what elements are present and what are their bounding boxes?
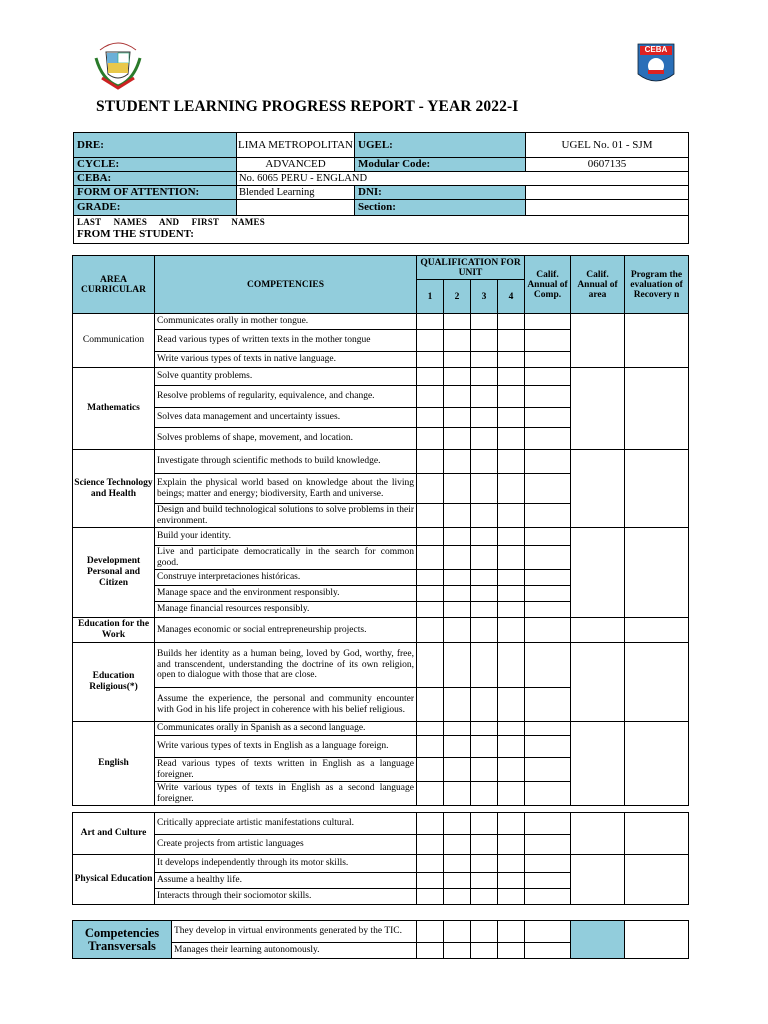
grade-label: GRADE:	[74, 200, 237, 216]
competency-row	[73, 921, 689, 943]
annual-area-cell[interactable]	[571, 528, 625, 618]
competency-text: Write various types of texts in native language.	[155, 352, 417, 368]
competency-text: Read various types of texts written in English as a language foreigner.	[155, 758, 417, 782]
unit-grade-cell-1[interactable]	[417, 873, 444, 889]
annual-comp-cell[interactable]	[525, 428, 571, 450]
competency-text: Build your identity.	[155, 528, 417, 546]
unit-grade-cell-1[interactable]	[417, 314, 444, 330]
competency-text: Manages their learning autonomously.	[172, 943, 417, 959]
cycle-value: ADVANCED	[237, 158, 355, 172]
unit-grade-cell-2[interactable]	[444, 474, 471, 504]
annual-comp-cell[interactable]	[525, 546, 571, 570]
unit-grade-cell-2[interactable]	[444, 504, 471, 528]
annual-comp-cell[interactable]	[525, 643, 571, 688]
annual-comp-cell[interactable]	[525, 921, 571, 943]
unit-grade-cell-4[interactable]	[498, 602, 525, 618]
competency-text: Interacts through their sociomotor skills.	[155, 889, 417, 905]
annual-comp-cell[interactable]	[525, 873, 571, 889]
unit-grade-cell-2[interactable]	[444, 586, 471, 602]
unit-grade-cell-4[interactable]	[498, 586, 525, 602]
arts-pe-table	[72, 812, 689, 905]
annual-comp-cell[interactable]	[525, 758, 571, 782]
unit-grade-cell-1[interactable]	[417, 428, 444, 450]
unit-grade-cell-1[interactable]	[417, 330, 444, 352]
unit-grade-cell-3[interactable]	[471, 782, 498, 806]
annual-comp-cell[interactable]	[525, 314, 571, 330]
student-info-table	[73, 132, 689, 244]
unit-grade-cell-4[interactable]	[498, 855, 525, 873]
competency-text: Read various types of written texts in the mother tongue	[155, 330, 417, 352]
unit-grade-cell-4[interactable]	[498, 943, 525, 959]
annual-comp-cell[interactable]	[525, 835, 571, 855]
annual-area-cell[interactable]	[571, 314, 625, 368]
unit-grade-cell-4[interactable]	[498, 528, 525, 546]
annual-area-cell[interactable]	[571, 450, 625, 528]
unit-grade-cell-1[interactable]	[417, 643, 444, 688]
unit-grade-cell-1[interactable]	[417, 546, 444, 570]
unit-grade-cell-2[interactable]	[444, 758, 471, 782]
competencies-header: COMPETENCIES	[155, 256, 417, 314]
unit-header-4: 4	[498, 280, 525, 314]
unit-grade-cell-2[interactable]	[444, 450, 471, 474]
competency-row	[73, 314, 689, 330]
competency-row	[73, 618, 689, 643]
ugel-value: UGEL No. 01 - SJM	[526, 133, 689, 158]
area-name: Art and Culture	[73, 813, 155, 855]
unit-grade-cell-2[interactable]	[444, 352, 471, 368]
competency-text: Builds her identity as a human being, loved by God, worthy, free, and transcendent, understanding the doctrine of its own religion, open to dialogue with those that are close.	[155, 643, 417, 688]
unit-grade-cell-3[interactable]	[471, 314, 498, 330]
unit-grade-cell-1[interactable]	[417, 450, 444, 474]
page-title: STUDENT LEARNING PROGRESS REPORT - YEAR 2022-I	[96, 98, 519, 115]
peru-coat-of-arms-logo	[92, 38, 144, 90]
annual-comp-cell[interactable]	[525, 408, 571, 428]
unit-grade-cell-3[interactable]	[471, 889, 498, 905]
unit-grade-cell-1[interactable]	[417, 722, 444, 736]
competency-row	[73, 450, 689, 474]
unit-grade-cell-4[interactable]	[498, 889, 525, 905]
area-name: Communication	[73, 314, 155, 368]
unit-grade-cell-3[interactable]	[471, 408, 498, 428]
unit-header-2: 2	[444, 280, 471, 314]
ceba-value: No. 6065 PERU - ENGLAND	[237, 172, 689, 186]
unit-grade-cell-4[interactable]	[498, 618, 525, 643]
dni-label: DNI:	[355, 186, 526, 200]
area-name: Education Religious(*)	[73, 643, 155, 722]
annual-comp-cell[interactable]	[525, 570, 571, 586]
unit-grade-cell-4[interactable]	[498, 570, 525, 586]
competency-row	[73, 722, 689, 736]
area-name: Education for the Work	[73, 618, 155, 643]
unit-grade-cell-3[interactable]	[471, 386, 498, 408]
unit-grade-cell-2[interactable]	[444, 368, 471, 386]
unit-grade-cell-1[interactable]	[417, 408, 444, 428]
unit-grade-cell-2[interactable]	[444, 782, 471, 806]
unit-grade-cell-1[interactable]	[417, 813, 444, 835]
ceba-label: CEBA:	[74, 172, 237, 186]
unit-grade-cell-1[interactable]	[417, 352, 444, 368]
recovery-header: Program the evaluation of Recovery n	[625, 256, 689, 314]
area-name: Science Technology and Health	[73, 450, 155, 528]
annual-comp-cell[interactable]	[525, 688, 571, 722]
competency-text: It develops independently through its motor skills.	[155, 855, 417, 873]
annual-comp-cell[interactable]	[525, 813, 571, 835]
unit-grade-cell-4[interactable]	[498, 643, 525, 688]
form-of-attention-label: FORM OF ATTENTION:	[74, 186, 237, 200]
unit-grade-cell-3[interactable]	[471, 570, 498, 586]
unit-grade-cell-2[interactable]	[444, 722, 471, 736]
recovery-cell[interactable]	[625, 921, 689, 959]
unit-grade-cell-4[interactable]	[498, 722, 525, 736]
area-name: English	[73, 722, 155, 806]
unit-grade-cell-3[interactable]	[471, 474, 498, 504]
annual-comp-cell[interactable]	[525, 943, 571, 959]
annual-area-cell[interactable]	[571, 722, 625, 806]
unit-grade-cell-1[interactable]	[417, 602, 444, 618]
competency-text: Explain the physical world based on knowledge about the living beings; matter and energy; biodiversity, Earth and universe.	[155, 474, 417, 504]
unit-grade-cell-3[interactable]	[471, 813, 498, 835]
unit-grade-cell-4[interactable]	[498, 474, 525, 504]
competency-text: Communicates orally in mother tongue.	[155, 314, 417, 330]
unit-grade-cell-2[interactable]	[444, 330, 471, 352]
unit-grade-cell-3[interactable]	[471, 602, 498, 618]
unit-grade-cell-3[interactable]	[471, 943, 498, 959]
competency-text: Assume a healthy life.	[155, 873, 417, 889]
modular-code-label: Modular Code:	[355, 158, 526, 172]
qualification-header: QUALIFICATION FOR UNIT	[417, 256, 525, 280]
annual-comp-cell[interactable]	[525, 782, 571, 806]
unit-grade-cell-3[interactable]	[471, 643, 498, 688]
unit-grade-cell-2[interactable]	[444, 528, 471, 546]
unit-grade-cell-2[interactable]	[444, 618, 471, 643]
unit-grade-cell-2[interactable]	[444, 570, 471, 586]
unit-grade-cell-4[interactable]	[498, 504, 525, 528]
competency-text: Manages economic or social entrepreneurship projects.	[155, 618, 417, 643]
unit-grade-cell-1[interactable]	[417, 504, 444, 528]
unit-grade-cell-1[interactable]	[417, 586, 444, 602]
student-name-row[interactable]	[74, 216, 689, 244]
competency-row	[73, 528, 689, 546]
unit-grade-cell-3[interactable]	[471, 504, 498, 528]
unit-grade-cell-1[interactable]	[417, 889, 444, 905]
unit-grade-cell-2[interactable]	[444, 813, 471, 835]
unit-grade-cell-1[interactable]	[417, 782, 444, 806]
unit-grade-cell-1[interactable]	[417, 688, 444, 722]
unit-grade-cell-3[interactable]	[471, 528, 498, 546]
competency-text: Critically appreciate artistic manifestations cultural.	[155, 813, 417, 835]
unit-grade-cell-3[interactable]	[471, 450, 498, 474]
unit-grade-cell-2[interactable]	[444, 921, 471, 943]
annual-comp-cell[interactable]	[525, 889, 571, 905]
unit-grade-cell-2[interactable]	[444, 314, 471, 330]
annual-comp-cell[interactable]	[525, 330, 571, 352]
unit-grade-cell-1[interactable]	[417, 855, 444, 873]
section-label: Section:	[355, 200, 526, 216]
annual-area-cell[interactable]	[571, 368, 625, 450]
ceba-shield-logo	[636, 40, 676, 88]
annual-area-header: Calif. Annual of area	[571, 256, 625, 314]
unit-header-1: 1	[417, 280, 444, 314]
unit-grade-cell-1[interactable]	[417, 618, 444, 643]
unit-grade-cell-1[interactable]	[417, 368, 444, 386]
competency-row	[73, 855, 689, 873]
competency-text: Write various types of texts in English as a language foreign.	[155, 736, 417, 758]
unit-grade-cell-3[interactable]	[471, 586, 498, 602]
unit-grade-cell-4[interactable]	[498, 428, 525, 450]
competency-row	[73, 643, 689, 688]
cycle-label: CYCLE:	[74, 158, 237, 172]
annual-comp-cell[interactable]	[525, 618, 571, 643]
dre-value: LIMA METROPOLITAN	[237, 133, 355, 158]
unit-grade-cell-4[interactable]	[498, 330, 525, 352]
competency-text: Investigate through scientific methods to build knowledge.	[155, 450, 417, 474]
competencies-table	[72, 255, 689, 806]
annual-comp-cell[interactable]	[525, 368, 571, 386]
competency-text: Solves problems of shape, movement, and location.	[155, 428, 417, 450]
annual-area-cell[interactable]	[571, 921, 625, 959]
unit-grade-cell-4[interactable]	[498, 450, 525, 474]
recovery-cell[interactable]	[625, 722, 689, 806]
unit-grade-cell-3[interactable]	[471, 330, 498, 352]
annual-comp-cell[interactable]	[525, 386, 571, 408]
unit-grade-cell-1[interactable]	[417, 943, 444, 959]
annual-comp-cell[interactable]	[525, 528, 571, 546]
unit-grade-cell-2[interactable]	[444, 835, 471, 855]
recovery-cell[interactable]	[625, 855, 689, 905]
competency-text: Manage financial resources responsibly.	[155, 602, 417, 618]
area-name: Competencies Transversals	[73, 921, 172, 959]
unit-grade-cell-4[interactable]	[498, 921, 525, 943]
competency-text: Create projects from artistic languages	[155, 835, 417, 855]
unit-grade-cell-1[interactable]	[417, 528, 444, 546]
annual-comp-cell[interactable]	[525, 474, 571, 504]
recovery-cell[interactable]	[625, 618, 689, 643]
competency-row	[73, 813, 689, 835]
unit-grade-cell-3[interactable]	[471, 368, 498, 386]
competency-text: Solve quantity problems.	[155, 368, 417, 386]
unit-grade-cell-4[interactable]	[498, 314, 525, 330]
recovery-cell[interactable]	[625, 450, 689, 528]
unit-grade-cell-2[interactable]	[444, 736, 471, 758]
competency-text: Manage space and the environment responsibly.	[155, 586, 417, 602]
unit-grade-cell-3[interactable]	[471, 873, 498, 889]
unit-grade-cell-2[interactable]	[444, 889, 471, 905]
unit-grade-cell-3[interactable]	[471, 618, 498, 643]
unit-grade-cell-2[interactable]	[444, 428, 471, 450]
competency-text: Design and build technological solutions to solve problems in their environment.	[155, 504, 417, 528]
unit-grade-cell-2[interactable]	[444, 408, 471, 428]
competency-text: Communicates orally in Spanish as a second language.	[155, 722, 417, 736]
unit-grade-cell-1[interactable]	[417, 736, 444, 758]
unit-header-3: 3	[471, 280, 498, 314]
annual-comp-cell[interactable]	[525, 504, 571, 528]
recovery-cell[interactable]	[625, 528, 689, 618]
form-of-attention-value: Blended Learning	[237, 186, 355, 200]
unit-grade-cell-3[interactable]	[471, 352, 498, 368]
area-name: Development Personal and Citizen	[73, 528, 155, 618]
unit-grade-cell-4[interactable]	[498, 873, 525, 889]
unit-grade-cell-2[interactable]	[444, 688, 471, 722]
unit-grade-cell-1[interactable]	[417, 835, 444, 855]
unit-grade-cell-3[interactable]	[471, 758, 498, 782]
unit-grade-cell-4[interactable]	[498, 736, 525, 758]
unit-grade-cell-3[interactable]	[471, 835, 498, 855]
unit-grade-cell-3[interactable]	[471, 428, 498, 450]
recovery-cell[interactable]	[625, 813, 689, 855]
area-name: Mathematics	[73, 368, 155, 450]
competency-text: Live and participate democratically in the search for common good.	[155, 546, 417, 570]
ugel-label: UGEL:	[355, 133, 526, 158]
annual-comp-cell[interactable]	[525, 602, 571, 618]
unit-grade-cell-3[interactable]	[471, 546, 498, 570]
annual-comp-cell[interactable]	[525, 586, 571, 602]
dni-value[interactable]	[526, 186, 689, 200]
competency-row	[73, 368, 689, 386]
unit-grade-cell-3[interactable]	[471, 855, 498, 873]
dre-label: DRE:	[74, 133, 237, 158]
competency-text: Resolve problems of regularity, equivalence, and change.	[155, 386, 417, 408]
unit-grade-cell-2[interactable]	[444, 643, 471, 688]
unit-grade-cell-2[interactable]	[444, 546, 471, 570]
competency-text: Write various types of texts in English as a second language foreigner.	[155, 782, 417, 806]
unit-grade-cell-4[interactable]	[498, 688, 525, 722]
unit-grade-cell-4[interactable]	[498, 386, 525, 408]
unit-grade-cell-2[interactable]	[444, 855, 471, 873]
unit-grade-cell-1[interactable]	[417, 474, 444, 504]
student-name-label-1: LAST NAMES AND FIRST NAMES	[77, 217, 265, 227]
unit-grade-cell-3[interactable]	[471, 688, 498, 722]
annual-comp-header: Calif. Annual of Comp.	[525, 256, 571, 314]
unit-grade-cell-1[interactable]	[417, 386, 444, 408]
recovery-cell[interactable]	[625, 314, 689, 368]
section-value[interactable]	[526, 200, 689, 216]
unit-grade-cell-1[interactable]	[417, 758, 444, 782]
transversal-table	[72, 920, 689, 959]
unit-grade-cell-4[interactable]	[498, 782, 525, 806]
unit-grade-cell-4[interactable]	[498, 408, 525, 428]
annual-area-cell[interactable]	[571, 618, 625, 643]
annual-comp-cell[interactable]	[525, 450, 571, 474]
unit-grade-cell-4[interactable]	[498, 368, 525, 386]
recovery-cell[interactable]	[625, 643, 689, 722]
unit-grade-cell-3[interactable]	[471, 722, 498, 736]
annual-comp-cell[interactable]	[525, 722, 571, 736]
unit-grade-cell-3[interactable]	[471, 921, 498, 943]
competency-text: Solves data management and uncertainty issues.	[155, 408, 417, 428]
unit-grade-cell-2[interactable]	[444, 386, 471, 408]
unit-grade-cell-4[interactable]	[498, 758, 525, 782]
competency-text: Construye interpretaciones históricas.	[155, 570, 417, 586]
annual-area-cell[interactable]	[571, 855, 625, 905]
competency-text: Assume the experience, the personal and community encounter with God in his life project in coherence with his belief religious.	[155, 688, 417, 722]
unit-grade-cell-4[interactable]	[498, 352, 525, 368]
student-name-label-2: FROM THE STUDENT:	[77, 228, 194, 240]
area-header: AREA CURRICULAR	[73, 256, 155, 314]
unit-grade-cell-4[interactable]	[498, 813, 525, 835]
competency-text: They develop in virtual environments generated by the TIC.	[172, 921, 417, 943]
unit-grade-cell-1[interactable]	[417, 921, 444, 943]
ceba-logo-text: CEBA	[644, 45, 668, 54]
annual-area-cell[interactable]	[571, 643, 625, 722]
unit-grade-cell-2[interactable]	[444, 943, 471, 959]
unit-grade-cell-4[interactable]	[498, 546, 525, 570]
unit-grade-cell-1[interactable]	[417, 570, 444, 586]
annual-area-cell[interactable]	[571, 813, 625, 855]
unit-grade-cell-4[interactable]	[498, 835, 525, 855]
area-name: Physical Education	[73, 855, 155, 905]
unit-grade-cell-2[interactable]	[444, 873, 471, 889]
recovery-cell[interactable]	[625, 368, 689, 450]
unit-grade-cell-3[interactable]	[471, 736, 498, 758]
unit-grade-cell-2[interactable]	[444, 602, 471, 618]
modular-code-value: 0607135	[526, 158, 689, 172]
annual-comp-cell[interactable]	[525, 352, 571, 368]
grade-value[interactable]	[237, 200, 355, 216]
annual-comp-cell[interactable]	[525, 855, 571, 873]
annual-comp-cell[interactable]	[525, 736, 571, 758]
